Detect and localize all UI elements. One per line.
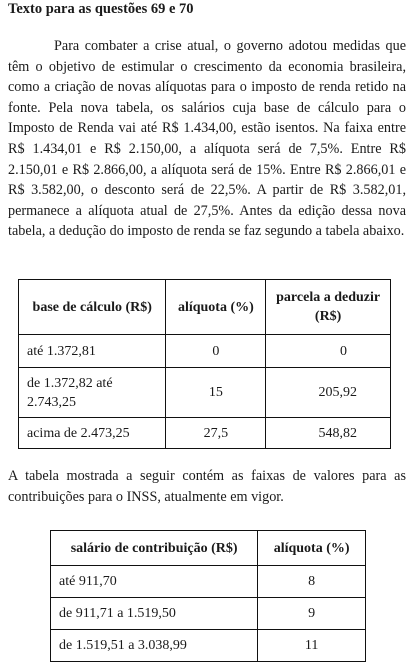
cell-salario: de 911,71 a 1.519,50 bbox=[51, 598, 258, 630]
cell-aliquota: 9 bbox=[258, 598, 366, 630]
table-row bbox=[19, 335, 391, 368]
header-salario-contribuicao: salário de contribuição (R$) bbox=[51, 531, 258, 566]
intro-paragraph: Para combater a crise atual, o governo adotou medidas que têm o objetivo de estimular o crescimento da economia brasileira, como a criação de novas alíquotas para o imposto de renda retido na fonte. Pela nova tabela, os salários cuja base de cálculo para o Imposto de Renda vai até R$ 1.434,00, estão isentos. Na faixa entre R$ 1.434,01 e R$ 2.150,00, a alíquota será de 7,5%. Entre R$ 2.150,01 e R$ 2.866,00, a alíquota será de 15%. Entre R$ 2.866,01 e R$ 3.582,00, o desconto será de 22,5%. A partir de R$ 3.582,01, permanece a alíquota atual de 27,5%. Antes da edição dessa nova tabela, a dedução do imposto de renda se faz segundo a tabela abaixo. bbox=[8, 38, 406, 240]
section-heading: Texto para as questões 69 e 70 bbox=[8, 1, 194, 17]
cell-aliquota: 8 bbox=[258, 566, 366, 598]
header-base-calculo: base de cálculo (R$) bbox=[19, 280, 166, 335]
table-header-row bbox=[19, 280, 391, 335]
table-row bbox=[19, 418, 391, 449]
cell-base: até 1.372,81 bbox=[19, 335, 166, 368]
table-row bbox=[19, 368, 391, 418]
cell-aliquota: 11 bbox=[258, 630, 366, 662]
cell-parcela: 548,82 bbox=[266, 418, 391, 449]
table-row bbox=[51, 598, 366, 630]
table-row bbox=[51, 630, 366, 662]
header-aliquota: alíquota (%) bbox=[166, 280, 266, 335]
cell-salario: de 1.519,51 a 3.038,99 bbox=[51, 630, 258, 662]
header-parcela-deduzir: parcela a deduzir (R$) bbox=[266, 280, 391, 335]
table-row bbox=[51, 566, 366, 598]
header-aliquota: alíquota (%) bbox=[258, 531, 366, 566]
inss-table bbox=[50, 530, 366, 662]
cell-salario: até 911,70 bbox=[51, 566, 258, 598]
cell-parcela: 205,92 bbox=[266, 368, 391, 418]
table-header-row bbox=[51, 531, 366, 566]
inss-paragraph: A tabela mostrada a seguir contém as faixas de valores para as contribuições para o INSS, atualmente em vigor. bbox=[8, 468, 406, 505]
cell-aliquota: 27,5 bbox=[166, 418, 266, 449]
cell-base: acima de 2.473,25 bbox=[19, 418, 166, 449]
cell-base: de 1.372,82 até 2.743,25 bbox=[19, 368, 166, 418]
income-tax-table bbox=[18, 279, 391, 449]
cell-aliquota: 0 bbox=[166, 335, 266, 368]
cell-aliquota: 15 bbox=[166, 368, 266, 418]
cell-parcela: 0 bbox=[266, 335, 391, 368]
